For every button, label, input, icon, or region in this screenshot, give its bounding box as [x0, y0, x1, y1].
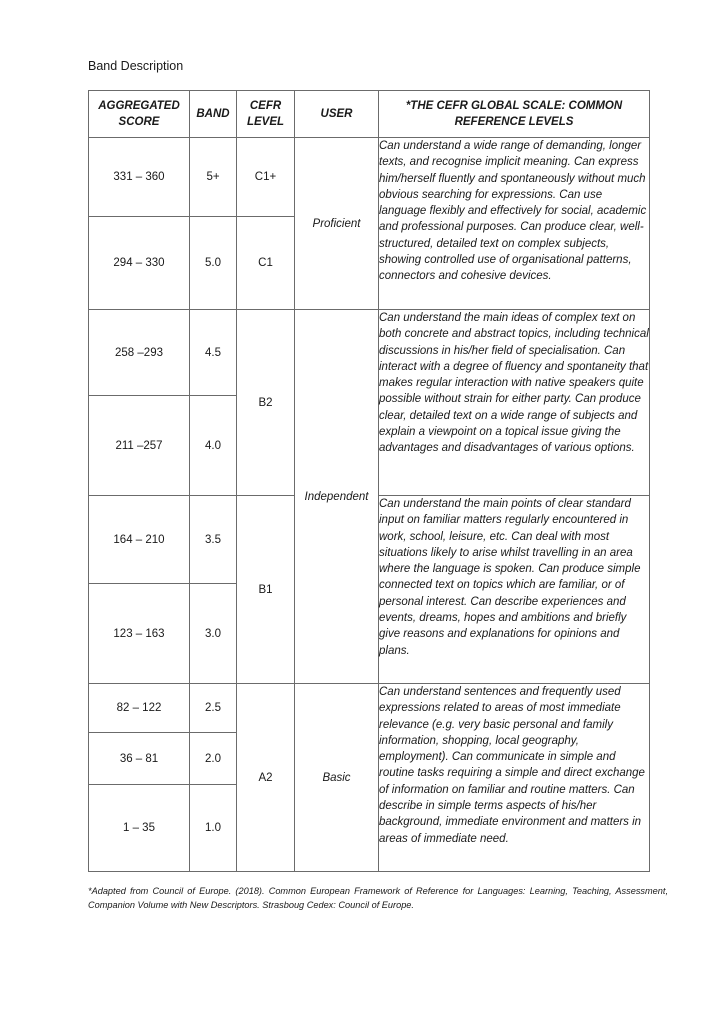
cefr-level-cell: B2: [237, 310, 295, 496]
table-header-row: [89, 91, 650, 138]
description-b1: Can understand the main points of clear standard input on familiar matters regularly encountered in work, school, leisure, etc. Can deal with most situations likely to arise whilst travelling in an area where the language is spoken. Can produce simple connected text on topics which are familiar, or of personal interest. Can describe experiences and events, dreams, hopes and ambitions and briefly give reasons and explanations for opinions and plans.: [379, 496, 650, 684]
table-row: [89, 138, 650, 217]
band-cell: 3.5: [190, 496, 237, 584]
header-band: BAND: [190, 91, 237, 138]
band-cell: 4.0: [190, 396, 237, 496]
band-cell: 2.0: [190, 733, 237, 785]
score-cell: 123 – 163: [89, 584, 190, 684]
score-cell: 1 – 35: [89, 785, 190, 872]
score-cell: 331 – 360: [89, 138, 190, 217]
user-cell-proficient: Proficient: [295, 138, 379, 310]
score-cell: 36 – 81: [89, 733, 190, 785]
score-cell: 211 –257: [89, 396, 190, 496]
score-cell: 82 – 122: [89, 684, 190, 733]
cefr-level-cell: B1: [237, 496, 295, 684]
user-cell-independent: Independent: [295, 310, 379, 684]
page-heading: Band Description: [88, 59, 184, 73]
band-cell: 4.5: [190, 310, 237, 396]
cefr-level-cell: A2: [237, 684, 295, 872]
user-cell-basic: Basic: [295, 684, 379, 872]
band-cell: 2.5: [190, 684, 237, 733]
header-cefr-level: CEFR LEVEL: [237, 91, 295, 138]
table-row: [89, 310, 650, 396]
cefr-level-cell: C1+: [237, 138, 295, 217]
band-cell: 3.0: [190, 584, 237, 684]
description-b2: Can understand the main ideas of complex text on both concrete and abstract topics, including technical discussions in his/her field of specialisation. Can interact with a degree of fluency and spontaneity that makes regular interaction with native speakers quite possible without strain for either party. Can produce clear, detailed text on a wide range of subjects and explain a viewpoint on a topical issue giving the advantages and disadvantages of various options.: [379, 310, 650, 496]
header-aggregated-score: AGGREGATED SCORE: [89, 91, 190, 138]
score-cell: 258 –293: [89, 310, 190, 396]
cefr-level-cell: C1: [237, 217, 295, 310]
description-a2: Can understand sentences and frequently used expressions related to areas of most immediate relevance (e.g. very basic personal and family information, shopping, local geography, employment). Can communicate in simple and routine tasks requiring a simple and direct exchange of information on familiar and routine matters. Can describe in simple terms aspects of his/her background, immediate environment and matters in areas of immediate need.: [379, 684, 650, 872]
band-cell: 5.0: [190, 217, 237, 310]
table-row: [89, 684, 650, 733]
footnote: *Adapted from Council of Europe. (2018). Common European Framework of Reference for Languages: Learning, Teaching, Assessment, Companion Volume with New Descriptors. Strasboug Cedex: Council of Europe.: [88, 886, 668, 910]
band-cell: 5+: [190, 138, 237, 217]
header-user: USER: [295, 91, 379, 138]
score-cell: 294 – 330: [89, 217, 190, 310]
header-cefr-global-scale: *THE CEFR GLOBAL SCALE: COMMON REFERENCE LEVELS: [379, 91, 650, 138]
band-cell: 1.0: [190, 785, 237, 872]
description-c1: Can understand a wide range of demanding, longer texts, and recognise implicit meaning. Can express him/herself fluently and spontaneously without much obvious searching for expressions. Can use language flexibly and effectively for social, academic and professional purposes. Can produce clear, well-structured, detailed text on complex subjects, showing controlled use of organisational patterns, connectors and cohesive devices.: [379, 138, 650, 310]
band-description-table: [88, 90, 650, 872]
score-cell: 164 – 210: [89, 496, 190, 584]
